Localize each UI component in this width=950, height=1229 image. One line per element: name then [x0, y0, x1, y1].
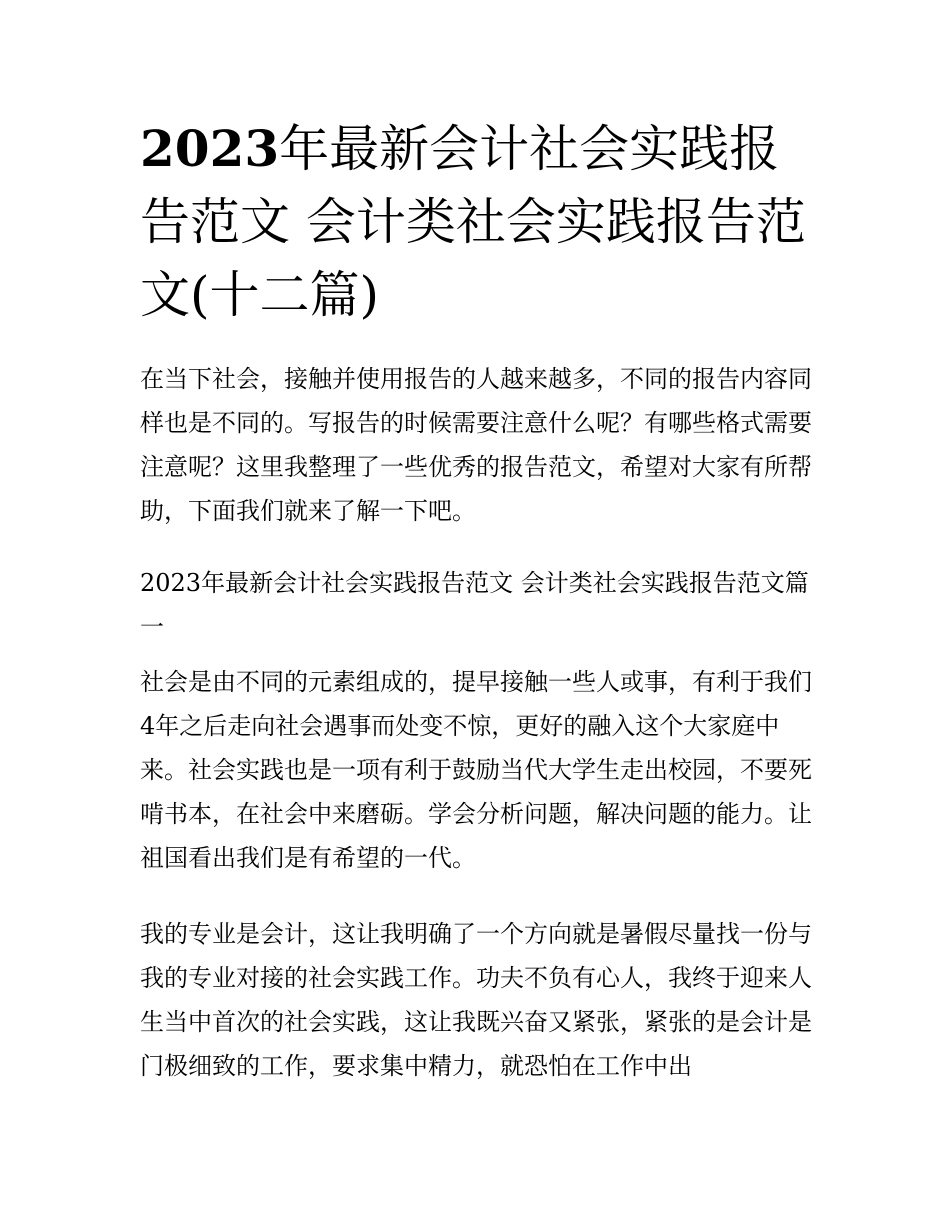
document-title	[140, 112, 820, 332]
section-heading: 2023年最新会计社会实践报告范文 会计类社会实践报告范文篇一	[140, 569, 809, 641]
body-paragraph: 我的专业是会计，这让我明确了一个方向就是暑假尽量找一份与我的专业对接的社会实践工作。功夫不负有心人，我终于迎来人生当中首次的社会实践，这让我既兴奋又紧张，紧张的是会计是门极细致的工作，要求集中精力，就恐怕在工作中出	[140, 920, 812, 1080]
intro-paragraph: 在当下社会，接触并使用报告的人越来越多，不同的报告内容同样也是不同的。写报告的时候需要注意什么呢？有哪些格式需要注意呢？这里我整理了一些优秀的报告范文，希望对大家有所帮助，下面我们就来了解一下吧。	[140, 365, 812, 525]
body-paragraph: 社会是由不同的元素组成的，提早接触一些人或事，有利于我们4年之后走向社会遇事而处变不惊，更好的融入这个大家庭中来。社会实践也是一项有利于鼓励当代大学生走出校园，不要死啃书本，在社会中来磨砺。学会分析问题，解决问题的能力。让祖国看出我们是有希望的一代。	[140, 668, 812, 872]
title-text: 年最新会计社会实践报告范文 会计类社会实践报告范文(十二篇)	[140, 120, 806, 324]
title-year: 2023	[140, 119, 280, 178]
